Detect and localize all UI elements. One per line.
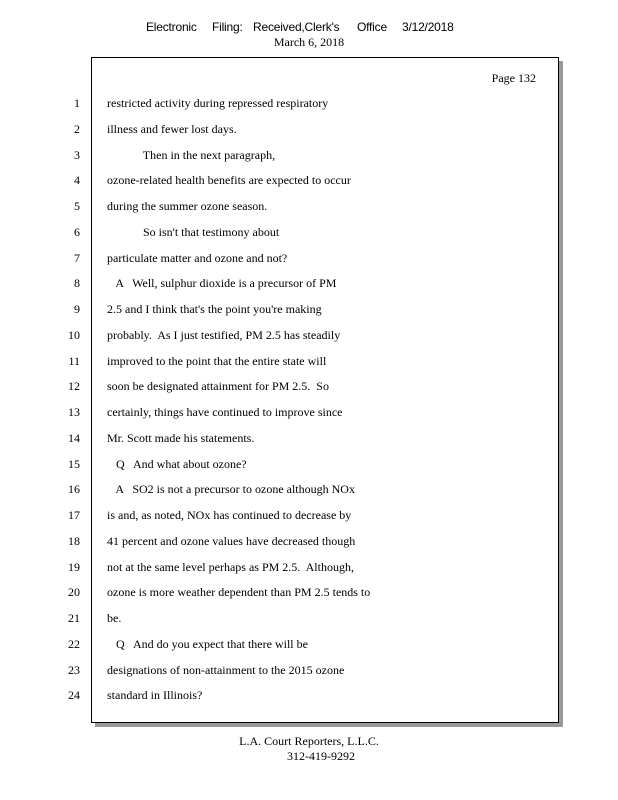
filing-word-received-clerks: Received,Clerk's bbox=[253, 20, 340, 34]
line-number: 14 bbox=[68, 431, 80, 445]
transcript-line: Mr. Scott made his statements. bbox=[107, 431, 255, 445]
transcript-line: Q And what about ozone? bbox=[107, 457, 247, 471]
transcript-line: not at the same level perhaps as PM 2.5. Although, bbox=[107, 560, 354, 574]
filing-word-office: Office bbox=[357, 20, 387, 34]
line-number: 16 bbox=[68, 482, 80, 496]
line-number: 22 bbox=[68, 637, 80, 651]
line-number: 3 bbox=[74, 148, 80, 162]
transcript-line: improved to the point that the entire state will bbox=[107, 354, 327, 368]
line-number: 10 bbox=[68, 328, 80, 342]
line-number: 6 bbox=[74, 225, 80, 239]
transcript-line: ozone-related health benefits are expected to occur bbox=[107, 173, 351, 187]
transcript-line: be. bbox=[107, 611, 122, 625]
page-footer bbox=[0, 734, 618, 764]
line-number: 15 bbox=[68, 457, 80, 471]
court-reporter-name: L.A. Court Reporters, L.L.C. bbox=[239, 734, 379, 748]
transcript-line: A SO2 is not a precursor to ozone although NOx bbox=[107, 482, 355, 496]
transcript-line: ozone is more weather dependent than PM 2.5 tends to bbox=[107, 585, 371, 599]
transcript-line: illness and fewer lost days. bbox=[107, 122, 237, 136]
line-number: 18 bbox=[68, 534, 80, 548]
page-number: Page 132 bbox=[491, 71, 536, 85]
line-number: 11 bbox=[68, 354, 80, 368]
filing-word-filing: Filing: bbox=[212, 20, 243, 34]
transcript-line: soon be designated attainment for PM 2.5. So bbox=[107, 379, 329, 393]
line-number: 21 bbox=[68, 611, 80, 625]
transcript-line: is and, as noted, NOx has continued to decrease by bbox=[107, 508, 352, 522]
transcript-line: certainly, things have continued to improve since bbox=[107, 405, 343, 419]
line-number: 24 bbox=[68, 688, 80, 702]
line-number: 12 bbox=[68, 379, 80, 393]
transcript-line: Then in the next paragraph, bbox=[107, 148, 276, 162]
line-number: 9 bbox=[74, 302, 80, 316]
transcript-line: Q And do you expect that there will be bbox=[107, 637, 308, 651]
transcript-line: 2.5 and I think that's the point you're making bbox=[107, 302, 322, 316]
transcript-line: So isn't that testimony about bbox=[107, 225, 280, 239]
transcript-date: March 6, 2018 bbox=[273, 35, 345, 49]
line-number: 17 bbox=[68, 508, 80, 522]
filing-date: 3/12/2018 bbox=[402, 20, 454, 34]
line-number: 8 bbox=[74, 276, 80, 290]
line-number: 4 bbox=[74, 173, 80, 187]
transcript-line: A Well, sulphur dioxide is a precursor of PM bbox=[107, 276, 337, 290]
transcript-line: during the summer ozone season. bbox=[107, 199, 268, 213]
line-number: 7 bbox=[74, 251, 80, 265]
line-number: 5 bbox=[74, 199, 80, 213]
line-number: 13 bbox=[68, 405, 80, 419]
transcript-line: particulate matter and ozone and not? bbox=[107, 251, 288, 265]
transcript-line: restricted activity during repressed respiratory bbox=[107, 96, 329, 110]
line-number: 2 bbox=[74, 122, 80, 136]
transcript-line: standard in Illinois? bbox=[107, 688, 203, 702]
transcript-line: designations of non-attainment to the 2015 ozone bbox=[107, 663, 345, 677]
filing-word-electronic: Electronic bbox=[146, 20, 197, 34]
transcript-line: 41 percent and ozone values have decreased though bbox=[107, 534, 356, 548]
line-number: 19 bbox=[68, 560, 80, 574]
line-number: 20 bbox=[68, 585, 80, 599]
line-number: 1 bbox=[74, 96, 80, 110]
transcript-line: probably. As I just testified, PM 2.5 has steadily bbox=[107, 328, 341, 342]
court-reporter-phone: 312-419-9292 bbox=[287, 749, 355, 763]
line-number: 23 bbox=[68, 663, 80, 677]
